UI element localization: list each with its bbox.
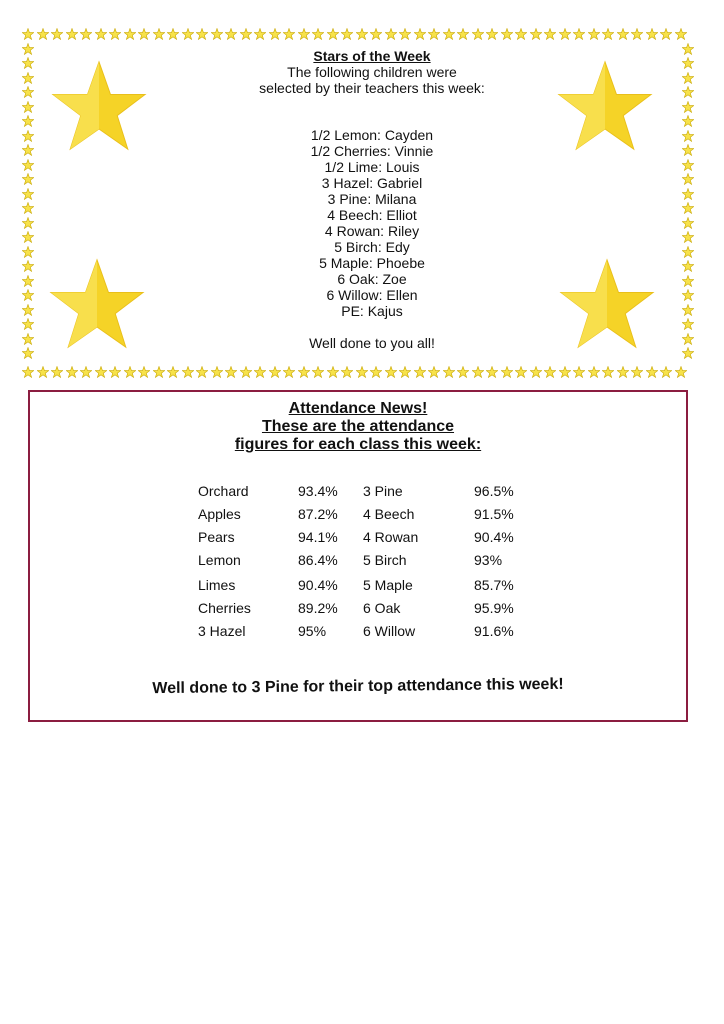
border-star-icon <box>443 366 455 378</box>
border-star-icon <box>617 28 629 40</box>
border-star-icon <box>22 130 34 142</box>
border-star-icon <box>660 366 672 378</box>
border-star-icon <box>356 28 368 40</box>
border-star-icon <box>682 173 694 185</box>
border-star-icon <box>225 28 237 40</box>
border-star-icon <box>646 28 658 40</box>
border-star-icon <box>22 289 34 301</box>
border-star-icon <box>682 43 694 55</box>
border-star-icon <box>428 366 440 378</box>
border-star-icon <box>22 304 34 316</box>
border-star-icon <box>254 28 266 40</box>
pupil-entry: 3 Pine: Milana <box>327 191 417 207</box>
attendance-percent: 85.7% <box>474 577 514 593</box>
border-star-icon <box>682 333 694 345</box>
border-star-icon <box>646 366 658 378</box>
border-star-icon <box>544 366 556 378</box>
attendance-percent: 96.5% <box>474 483 514 499</box>
border-star-icon <box>486 366 498 378</box>
border-star-icon <box>22 86 34 98</box>
class-name: 6 Oak <box>363 600 401 616</box>
class-name: Cherries <box>198 600 251 616</box>
border-star-icon <box>682 144 694 156</box>
big-star-icon <box>558 256 656 352</box>
border-star-icon <box>109 28 121 40</box>
border-star-icon <box>196 28 208 40</box>
border-star-icon <box>530 366 542 378</box>
big-star-icon <box>50 58 148 154</box>
big-star-icon <box>48 256 146 352</box>
border-star-icon <box>457 28 469 40</box>
border-star-icon <box>682 217 694 229</box>
attendance-subtitle-2: figures for each class this week: <box>234 436 482 453</box>
attendance-percent: 93.4% <box>298 483 338 499</box>
class-name: 5 Maple <box>363 577 413 593</box>
attendance-news-panel <box>28 390 688 722</box>
attendance-percent: 95.9% <box>474 600 514 616</box>
stars-text-block <box>182 48 562 351</box>
pupil-entry: 3 Hazel: Gabriel <box>321 175 423 191</box>
border-star-icon <box>428 28 440 40</box>
attendance-percent: 86.4% <box>298 552 338 568</box>
attendance-row <box>198 506 538 529</box>
border-star-icon <box>501 28 513 40</box>
border-star-icon <box>682 86 694 98</box>
border-star-icon <box>22 333 34 345</box>
border-star-icon <box>95 28 107 40</box>
border-star-icon <box>66 28 78 40</box>
border-star-icon <box>682 159 694 171</box>
border-star-icon <box>682 347 694 359</box>
border-star-icon <box>573 366 585 378</box>
border-star-icon <box>370 28 382 40</box>
border-star-icon <box>385 28 397 40</box>
class-name: 3 Pine <box>363 483 403 499</box>
pupil-entry: PE: Kajus <box>341 303 403 319</box>
border-star-icon <box>138 366 150 378</box>
border-star-icon <box>327 28 339 40</box>
border-star-icon <box>22 275 34 287</box>
stars-closing: Well done to you all! <box>309 335 435 351</box>
border-star-icon <box>254 366 266 378</box>
attendance-percent: 89.2% <box>298 600 338 616</box>
border-star-icon <box>573 28 585 40</box>
border-star-icon <box>95 366 107 378</box>
border-star-icon <box>298 28 310 40</box>
border-star-icon <box>240 366 252 378</box>
pupil-entry: 6 Willow: Ellen <box>326 287 418 303</box>
border-star-icon <box>341 366 353 378</box>
attendance-row <box>198 600 538 623</box>
border-star-icon <box>182 28 194 40</box>
border-star-icon <box>196 366 208 378</box>
attendance-percent: 91.5% <box>474 506 514 522</box>
border-star-icon <box>660 28 672 40</box>
border-star-icon <box>22 101 34 113</box>
border-star-icon <box>682 115 694 127</box>
border-star-icon <box>682 318 694 330</box>
border-star-icon <box>341 28 353 40</box>
border-star-icon <box>167 28 179 40</box>
border-star-icon <box>682 188 694 200</box>
class-name: 5 Birch <box>363 552 407 568</box>
border-star-icon <box>22 318 34 330</box>
class-name: 4 Beech <box>363 506 415 522</box>
border-star-icon <box>631 28 643 40</box>
border-star-icon <box>22 28 34 40</box>
border-star-icon <box>588 28 600 40</box>
border-star-icon <box>80 28 92 40</box>
pupil-entry: 1/2 Cherries: Vinnie <box>310 143 434 159</box>
border-star-icon <box>51 366 63 378</box>
attendance-percent: 90.4% <box>298 577 338 593</box>
border-star-icon <box>22 246 34 258</box>
border-star-icon <box>22 202 34 214</box>
border-star-icon <box>269 366 281 378</box>
border-star-icon <box>153 28 165 40</box>
attendance-row <box>198 483 538 506</box>
border-star-icon <box>51 28 63 40</box>
attendance-row <box>198 577 538 600</box>
border-star-icon <box>22 260 34 272</box>
class-name: 3 Hazel <box>198 623 246 639</box>
border-star-icon <box>22 57 34 69</box>
stars-title: Stars of the Week <box>313 48 431 64</box>
border-star-icon <box>682 101 694 113</box>
border-star-icon <box>530 28 542 40</box>
border-star-icon <box>211 366 223 378</box>
border-star-icon <box>682 130 694 142</box>
stars-of-the-week-panel <box>22 28 694 378</box>
attendance-row <box>198 623 538 646</box>
border-star-icon <box>182 366 194 378</box>
pupil-entry: 5 Maple: Phoebe <box>319 255 425 271</box>
border-star-icon <box>80 366 92 378</box>
pupil-entry: 4 Rowan: Riley <box>324 223 420 239</box>
attendance-title: Attendance News! <box>288 400 428 417</box>
border-star-icon <box>22 144 34 156</box>
border-star-icon <box>682 72 694 84</box>
border-star-icon <box>559 28 571 40</box>
border-star-icon <box>167 366 179 378</box>
border-star-icon <box>22 231 34 243</box>
border-star-icon <box>385 366 397 378</box>
border-star-icon <box>153 366 165 378</box>
pupil-entry: 5 Birch: Edy <box>334 239 410 255</box>
border-star-icon <box>486 28 498 40</box>
border-star-icon <box>37 28 49 40</box>
border-star-icon <box>22 159 34 171</box>
border-star-icon <box>138 28 150 40</box>
border-star-icon <box>414 366 426 378</box>
border-star-icon <box>399 366 411 378</box>
border-star-icon <box>312 28 324 40</box>
border-star-icon <box>211 28 223 40</box>
border-star-icon <box>225 366 237 378</box>
border-star-icon <box>515 28 527 40</box>
border-star-icon <box>370 366 382 378</box>
border-star-icon <box>544 28 556 40</box>
border-star-icon <box>22 173 34 185</box>
border-star-icon <box>327 366 339 378</box>
attendance-percent: 94.1% <box>298 529 338 545</box>
border-star-icon <box>588 366 600 378</box>
attendance-percent: 91.6% <box>474 623 514 639</box>
border-star-icon <box>457 366 469 378</box>
border-star-icon <box>22 188 34 200</box>
pupil-list <box>182 127 562 319</box>
attendance-row <box>198 529 538 552</box>
class-name: Pears <box>198 529 235 545</box>
class-name: Limes <box>198 577 236 593</box>
border-star-icon <box>617 366 629 378</box>
border-star-icon <box>602 28 614 40</box>
border-star-icon <box>399 28 411 40</box>
border-star-icon <box>22 217 34 229</box>
border-star-icon <box>682 304 694 316</box>
border-star-icon <box>312 366 324 378</box>
border-star-icon <box>22 366 34 378</box>
border-star-icon <box>298 366 310 378</box>
border-star-icon <box>682 289 694 301</box>
border-star-icon <box>602 366 614 378</box>
border-star-icon <box>472 28 484 40</box>
border-star-icon <box>22 347 34 359</box>
attendance-percent: 95% <box>298 623 327 639</box>
border-star-icon <box>414 28 426 40</box>
border-star-icon <box>682 57 694 69</box>
border-star-icon <box>501 366 513 378</box>
border-star-icon <box>675 366 687 378</box>
border-star-icon <box>283 366 295 378</box>
attendance-row <box>198 552 538 575</box>
class-name: Apples <box>198 506 241 522</box>
attendance-percent: 93% <box>474 552 503 568</box>
class-name: Lemon <box>198 552 241 568</box>
border-star-icon <box>22 115 34 127</box>
border-star-icon <box>356 366 368 378</box>
border-star-icon <box>66 366 78 378</box>
border-star-icon <box>515 366 527 378</box>
class-name: 4 Rowan <box>363 529 419 545</box>
pupil-entry: 4 Beech: Elliot <box>327 207 417 223</box>
attendance-percent: 87.2% <box>298 506 338 522</box>
border-star-icon <box>22 43 34 55</box>
border-star-icon <box>682 246 694 258</box>
border-star-icon <box>472 366 484 378</box>
border-star-icon <box>443 28 455 40</box>
pupil-entry: 1/2 Lemon: Cayden <box>310 127 434 143</box>
border-star-icon <box>682 260 694 272</box>
border-star-icon <box>109 366 121 378</box>
class-name: 6 Willow <box>363 623 416 639</box>
border-star-icon <box>682 275 694 287</box>
border-star-icon <box>682 202 694 214</box>
border-star-icon <box>682 231 694 243</box>
border-star-icon <box>631 366 643 378</box>
attendance-percent: 90.4% <box>474 529 514 545</box>
border-star-icon <box>240 28 252 40</box>
border-star-icon <box>124 366 136 378</box>
attendance-subtitle-1: These are the attendance <box>261 418 455 435</box>
border-star-icon <box>269 28 281 40</box>
attendance-footer: Well done to 3 Pine for their top attendance this week! <box>152 675 564 698</box>
border-star-icon <box>37 366 49 378</box>
border-star-icon <box>283 28 295 40</box>
stars-intro-line-1: The following children were <box>287 64 457 80</box>
pupil-entry: 6 Oak: Zoe <box>337 271 407 287</box>
border-star-icon <box>559 366 571 378</box>
border-star-icon <box>675 28 687 40</box>
attendance-heading <box>30 400 686 454</box>
pupil-entry: 1/2 Lime: Louis <box>324 159 420 175</box>
stars-intro-line-2: selected by their teachers this week: <box>259 80 485 96</box>
class-name: Orchard <box>198 483 249 499</box>
border-star-icon <box>22 72 34 84</box>
big-star-icon <box>556 58 654 154</box>
border-star-icon <box>124 28 136 40</box>
